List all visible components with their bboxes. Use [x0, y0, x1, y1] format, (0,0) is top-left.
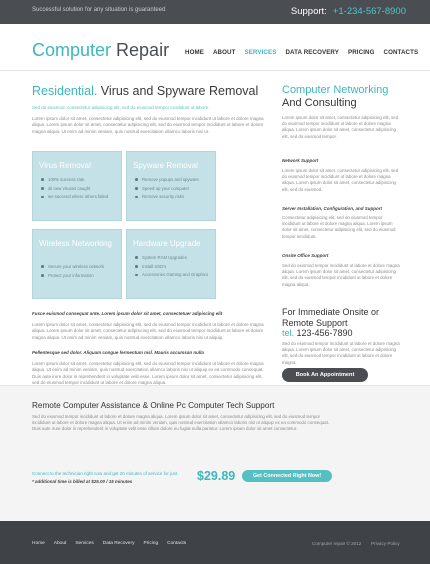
- page-title: [32, 84, 258, 98]
- intro-paragraph: Lorem ipsum dolor sit amet, consectetur adipisicing elit, sed do eiusmod tempor incididunt ut labore et dolore magna aliqua. Lorem ipsum dolor sit amet, consectetur adipisicing elit, sed do eiusmod tempor incididunt ut labore et dolore magna aliqua. Ut enim ad minim veniam, quis nostrud exercitation ullamco laboris nisi ut.: [32, 116, 264, 134]
- main-nav: [185, 49, 427, 56]
- sidebar-title: [282, 84, 412, 110]
- sidebar-paragraph-1: Lorem ipsum dolor sit amet, consectetur adipisicing elit, sed do eiusmod tempor incididunt ut labore et dolore magna aliqua. Lorem ipsum dolor sit amet, consectetur adipisicing elit, sed do eiusmod tempor.: [282, 115, 399, 139]
- footer-nav: [32, 541, 195, 546]
- tel-number[interactable]: 123-456-7890: [294, 328, 353, 338]
- service-box-item: we succeed where others failed: [41, 194, 117, 199]
- privacy-policy-link[interactable]: Privacy Policy: [371, 541, 400, 546]
- sidebar-paragraph-4: Sed do eiusmod tempor incididunt ut labore et dolore magna aliqua. Lorem ipsum dolor sit amet, consectetur adipisicing elit, sed do eiusmod tempor incididunt ut labore et dolore magna aliqua.: [282, 263, 400, 287]
- sidebar-paragraph-3: Consectetur adipisicing elit, sed do eiusmod tempor incididunt ut labore et dolore magna aliqua. Lorem ipsum dolor sit amet, consectetur adipisicing elit, sed do eiusmod tempor incididunt.: [282, 215, 396, 239]
- nav-contacts[interactable]: CONTACTS: [383, 49, 419, 56]
- service-box-item: Accessories Gaming and Graphics: [135, 272, 211, 277]
- nav-home[interactable]: HOME: [185, 49, 204, 56]
- remote-support-note: * additional time is billed at $25.00 / 15 minutes: [32, 479, 133, 484]
- support-phone-number[interactable]: +1-234-567-8900: [332, 6, 406, 17]
- page-title-accent: Residential.: [32, 84, 98, 98]
- remote-support-paragraph: Sed do eiusmod tempor incididunt ut labore et dolore magna aliqua. Lorem ipsum dolor sit amet, consectetur adipisicing elit, sed do eiusmod tempor incididunt ut labore et dolore magna aliqua. Ut enim ad minim veniam, quis nostrud exercitation ullamco laboris nisi ut aliquip ex ea commodo consequat. Duis aute irure dolor in reprehenderit in voluptate velit esse cillum dolore eu fugiat nulla pariatur. Lorem ipsum dolor sit amet consectetur.: [32, 414, 330, 432]
- get-connected-button[interactable]: Get Connected Right Now!: [242, 470, 332, 482]
- remote-support-link[interactable]: Connect to the technician right now and get 20 minutes of service for just: [32, 471, 178, 476]
- nav-about[interactable]: ABOUT: [212, 49, 236, 56]
- footer-nav-about[interactable]: About: [53, 541, 67, 546]
- support-callout-title: For Immediate Onsite or Remote Support: [282, 307, 380, 328]
- remote-support-title: Remote Computer Assistance & Online Pc Computer Tech Support: [32, 401, 275, 410]
- page-title-rest: Virus and Spyware Removal: [97, 84, 259, 98]
- copyright: Computer repair © 2012: [312, 541, 362, 546]
- service-box-item: System RAM Upgrades: [135, 255, 211, 260]
- sidebar-heading-onsite: Onsite Office Support: [282, 253, 329, 258]
- service-box-wireless[interactable]: [32, 229, 122, 299]
- section-paragraph-2: Lorem ipsum dolor sit amet, consectetur adipisicing elit, sed do eiusmod tempor incididunt ut labore et dolore magna aliqua. Ut enim ad minim veniam, quis nostrud exercitation ullamco laboris nisi ut aliquip ex ea commodo consequat. Duis aute irure dolor in reprehenderit in voluptate velit esse. Lorem ipsum dolor sit amet, consectetur adipisicing elit, sed do eiusmod tempor incididunt ut labore et dolore magna aliqua.: [32, 361, 264, 385]
- support-phone: [291, 6, 406, 17]
- service-box-title: Hardware Upgrade: [133, 239, 201, 248]
- intro-highlight: Sed do eiusmod, consectetur adipisicing elit, sed do eiusmod tempor incididunt ut labore.: [32, 105, 210, 110]
- service-box-item: Protect your information: [41, 273, 117, 278]
- sidebar-paragraph-2: Lorem ipsum dolor sit amet, consectetur adipisicing elit, sed do eiusmod tempor incididunt ut labore et dolore magna aliqua. Lorem ipsum dolor sit amet, consectetur adipisicing elit, sed do eiusmod.: [282, 168, 399, 192]
- support-label: Support:: [290, 6, 327, 17]
- nav-pricing[interactable]: PRICING: [348, 49, 375, 56]
- service-box-title: Wireless Networking: [39, 239, 112, 248]
- service-box-spyware[interactable]: [126, 151, 216, 221]
- sidebar-title-line2: And Consulting: [282, 97, 357, 109]
- service-box-hardware[interactable]: [126, 229, 216, 299]
- nav-services[interactable]: SERVICES: [244, 49, 277, 56]
- book-appointment-button[interactable]: Book An Appointment: [282, 368, 368, 382]
- nav-data-recovery[interactable]: DATA RECOVERY: [285, 49, 340, 56]
- service-box-item: all new viruses caught: [41, 186, 117, 191]
- logo-accent: Computer: [32, 40, 112, 60]
- sidebar-heading-network: Network Support: [282, 158, 319, 163]
- service-box-item: 100% success rate: [41, 177, 117, 182]
- support-callout-paragraph: Sed do eiusmod tempor incididunt ut labore et dolore magna aliqua. Lorem ipsum dolor sit amet, consectetur adipisicing elit, sed do eiusmod tempor incididunt ut labore et dolore magna.: [282, 341, 400, 365]
- tagline: Successful solution for any situation is guaranteed: [32, 7, 166, 13]
- support-callout-phone: [282, 328, 353, 338]
- top-bar: [0, 0, 430, 24]
- logo-rest: Repair: [111, 40, 170, 60]
- service-box-item: Secure your wireless network: [41, 264, 117, 269]
- service-box-title: Virus Removal: [39, 161, 91, 170]
- header-divider: [0, 70, 430, 71]
- footer-nav-data-recovery[interactable]: Data Recovery: [102, 541, 135, 546]
- section-heading-1: Fusce euismod consequat ante. Lorem ipsum dolor sit amet, consectetuer adipiscing elit: [32, 311, 223, 316]
- footer: [0, 521, 430, 564]
- sidebar-heading-server: Server Installation, Configuration, and Support: [282, 206, 383, 211]
- site-logo[interactable]: [32, 40, 169, 61]
- service-box-item: Speed up your computer: [135, 186, 211, 191]
- footer-nav-pricing[interactable]: Pricing: [143, 541, 159, 546]
- service-box-item: Remove popups and spyware: [135, 177, 211, 182]
- footer-nav-contacts[interactable]: Contacts: [167, 541, 187, 546]
- service-box-title: Spyware Removal: [133, 161, 198, 170]
- sidebar-title-line1: Computer Networking: [282, 84, 389, 96]
- service-box-item: Remove security risks: [135, 194, 211, 199]
- service-box-item: Install SSD's: [135, 264, 211, 269]
- footer-nav-home[interactable]: Home: [32, 541, 45, 546]
- footer-nav-services[interactable]: Services: [75, 541, 94, 546]
- service-box-virus[interactable]: [32, 151, 122, 221]
- remote-support-price: $29.89: [197, 469, 236, 483]
- tel-label: tel.: [282, 328, 295, 338]
- section-heading-2: Pellentesque sed dolor. Aliquam congue fermentum nisl. Mauris accumsan nulla: [32, 350, 204, 355]
- section-paragraph-1: Lorem ipsum dolor sit amet, consectetur adipisicing elit, sed do eiusmod tempor incididunt ut labore et dolore magna aliqua. Lorem ipsum dolor sit amet, consectetur adipisicing elit, sed do eiusmod tempor incididunt ut labore et dolore magna aliqua. Ut enim ad minim veniam, quis nostrud exercitation ullamco laboris nisi ut aliquip.: [32, 322, 264, 340]
